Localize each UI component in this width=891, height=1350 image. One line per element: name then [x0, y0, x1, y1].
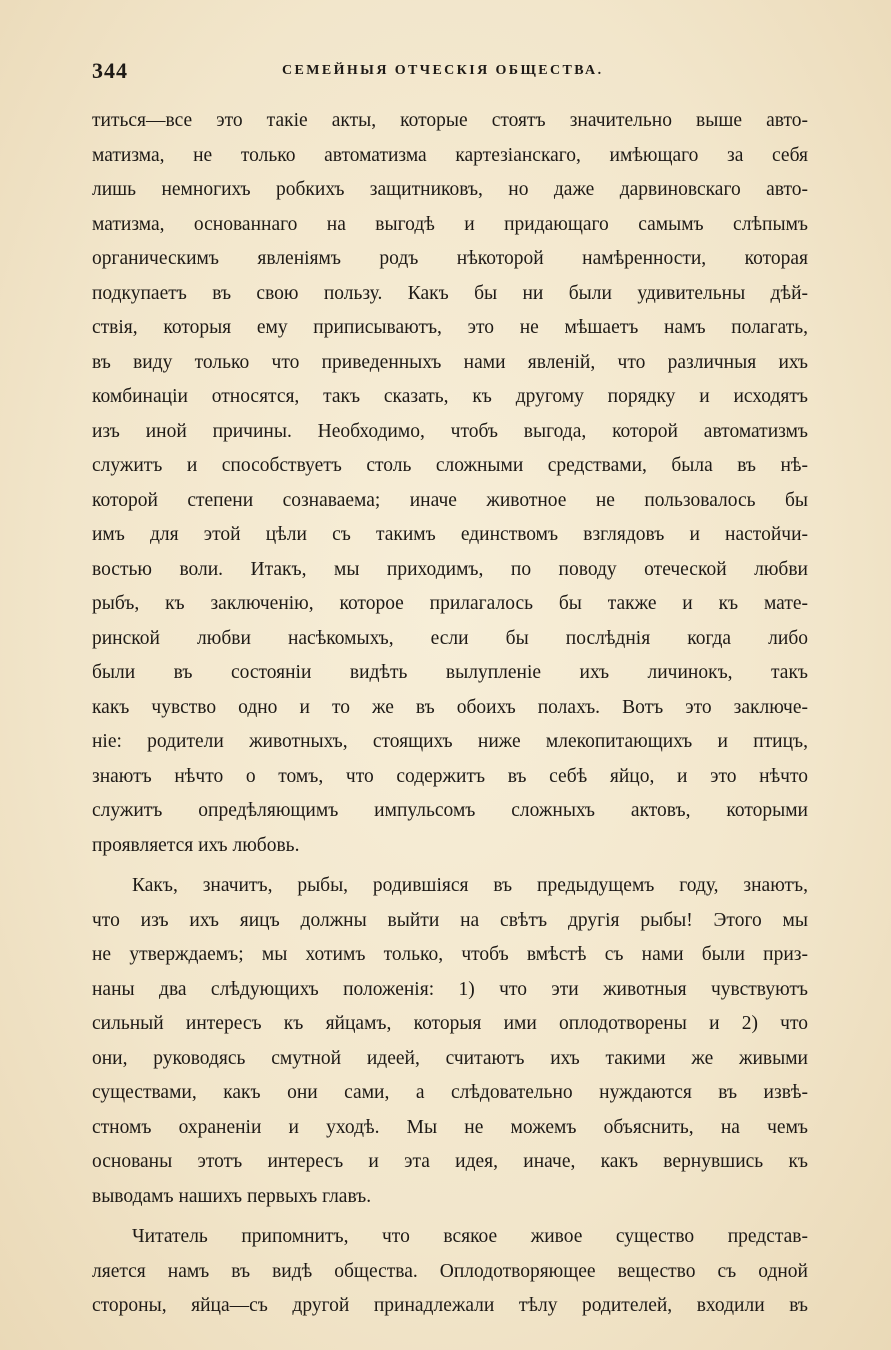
text-line: органическимъ явленіямъ родъ нѣкоторой намѣренности, которая	[92, 248, 808, 269]
text-line: матизма, основаннаго на выгодѣ и придающаго самымъ слѣпымъ	[92, 213, 808, 235]
text-line: знаютъ нѣчто о томъ, что содержитъ въ себѣ яйцо, и это нѣчто	[92, 765, 808, 787]
text-line: были въ состояніи видѣть вылупленіе ихъ личинокъ, такъ	[92, 662, 808, 683]
paragraph-2	[92, 869, 808, 1214]
text-line: существами, какъ они сами, а слѣдовательно нуждаются въ извѣ-	[92, 1082, 808, 1103]
text-line: матизма, не только автоматизма картезіанскаго, имѣющаго за себя	[92, 144, 808, 166]
text-line: выводамъ нашихъ первыхъ главъ.	[92, 1185, 372, 1207]
text-line: сильный интересъ къ яйцамъ, которыя ими оплодотворены и 2) что	[92, 1013, 808, 1034]
text-line: проявляется ихъ любовь.	[92, 834, 300, 856]
text-line: ляется намъ въ видѣ общества. Оплодотворяющее вещество съ одной	[92, 1260, 808, 1282]
text-line: изъ иной причины. Необходимо, чтобъ выгода, которой автоматизмъ	[92, 420, 808, 442]
text-line: ствія, которыя ему приписываютъ, это не мѣшаетъ намъ полагать,	[92, 317, 808, 338]
text-line: ніе: родители животныхъ, стоящихъ ниже млекопитающихъ и птицъ,	[92, 731, 808, 752]
text-line: которой степени сознаваема; иначе животное не пользовалось бы	[92, 489, 808, 511]
paragraph-3	[92, 1220, 808, 1324]
page-header	[92, 58, 808, 90]
running-title: СЕМЕЙНЫЯ ОТЧЕСКІЯ ОБЩЕСТВА.	[282, 63, 604, 78]
text-line: лишь немногихъ робкихъ защитниковъ, но даже дарвиновскаго авто-	[92, 179, 808, 200]
text-line: основаны этотъ интересъ и эта идея, иначе, какъ вернувшись къ	[92, 1151, 808, 1172]
text-line: титься—все это такіе акты, которые стоятъ значительно выше авто-	[92, 110, 808, 131]
text-line: стномъ охраненіи и уходѣ. Мы не можемъ объяснить, на чемъ	[92, 1116, 808, 1138]
text-line: подкупаетъ въ свою пользу. Какъ бы ни были удивительны дѣй-	[92, 282, 808, 304]
text-line: рыбъ, къ заключенію, которое прилагалось бы также и къ мате-	[92, 593, 808, 614]
text-line: они, руководясь смутной идеей, считаютъ ихъ такими же живыми	[92, 1047, 808, 1069]
text-line: служитъ и способствуетъ столь сложными средствами, была въ нѣ-	[92, 455, 808, 476]
text-line: Какъ, значитъ, рыбы, родившіяся въ предыдущемъ году, знаютъ,	[132, 875, 808, 896]
text-line: какъ чувство одно и то же въ обоихъ полахъ. Вотъ это заключе-	[92, 696, 808, 718]
text-line: имъ для этой цѣли съ такимъ единствомъ взглядовъ и настойчи-	[92, 524, 808, 545]
text-line: что изъ ихъ яицъ должны выйти на свѣтъ другія рыбы! Этого мы	[92, 909, 808, 931]
page-number: 344	[92, 58, 128, 83]
text-line: служитъ опредѣляющимъ импульсомъ сложныхъ актовъ, которыми	[92, 800, 808, 821]
text-line: комбинаціи относятся, такъ сказать, къ другому порядку и исходятъ	[92, 386, 808, 407]
text-line: не утверждаемъ; мы хотимъ только, чтобъ вмѣстѣ съ нами были приз-	[92, 944, 808, 965]
body-text	[92, 104, 808, 1324]
text-line: наны два слѣдующихъ положенія: 1) что эти животныя чувствуютъ	[92, 978, 808, 1000]
paragraph-1	[92, 104, 808, 863]
text-line: востью воли. Итакъ, мы приходимъ, по поводу отеческой любви	[92, 558, 808, 580]
text-line: ринской любви насѣкомыхъ, если бы послѣднія когда либо	[92, 627, 808, 649]
text-line: въ виду только что приведенныхъ нами явленій, что различныя ихъ	[92, 351, 808, 373]
text-line: стороны, яйца—съ другой принадлежали тѣлу родителей, входили въ	[92, 1295, 808, 1316]
text-line: Читатель припомнитъ, что всякое живое существо представ-	[132, 1226, 808, 1247]
